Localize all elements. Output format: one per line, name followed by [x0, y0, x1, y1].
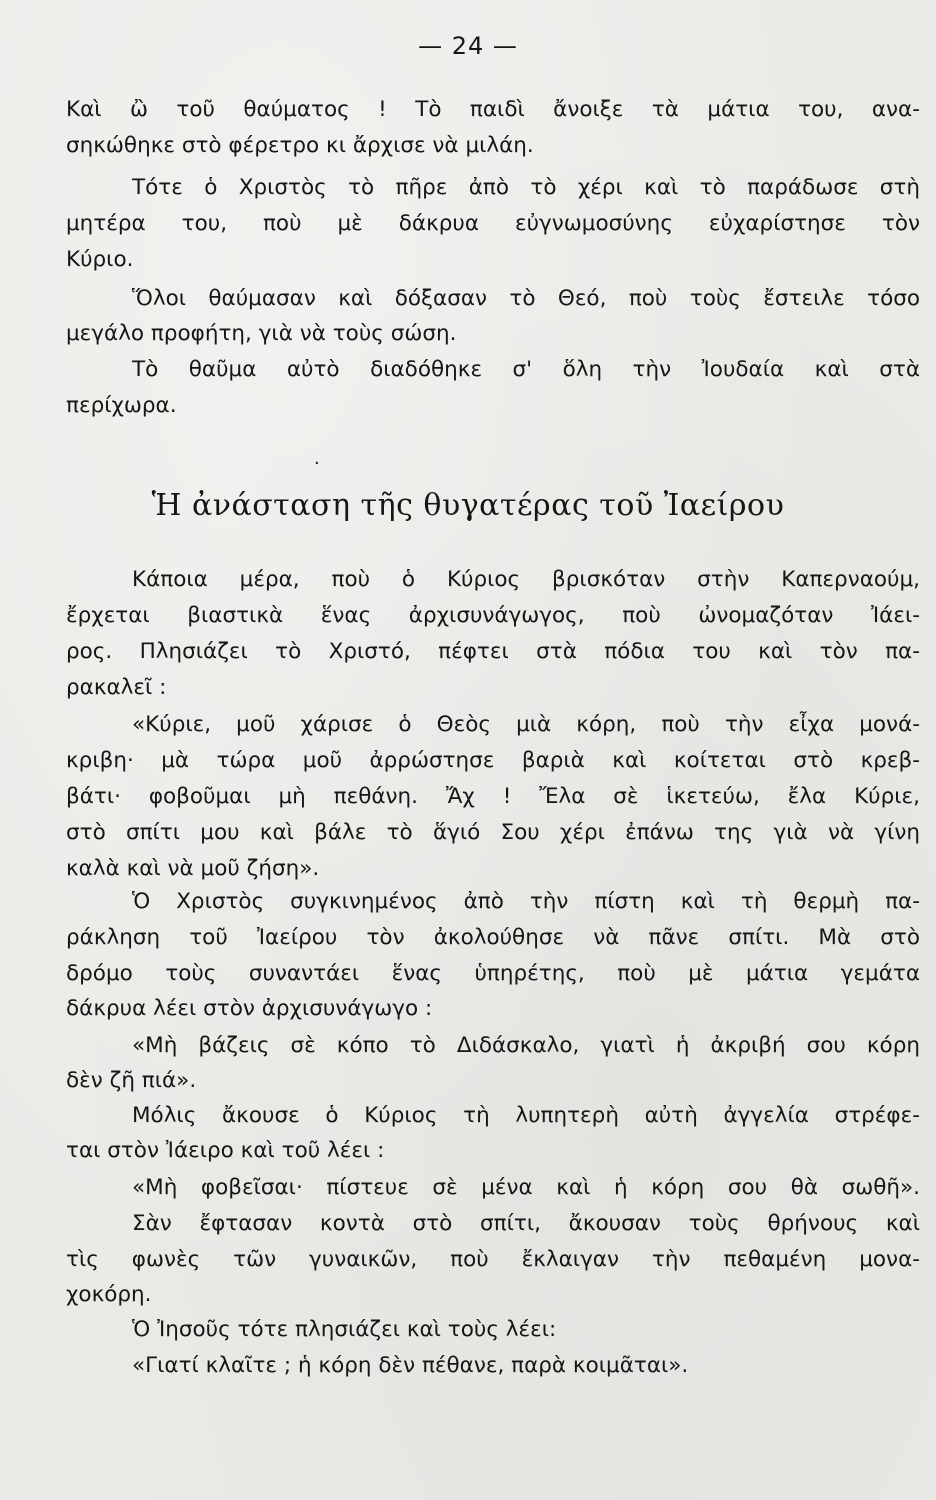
text-line: «Κύριε, μοῦ χάρισε ὁ Θεὸς μιὰ κόρη, ποὺ τὴν εἶχα μονά- — [132, 712, 920, 737]
page-number: — 24 — — [418, 32, 518, 60]
text-line: κριβη· μὰ τώρα μοῦ ἀρρώστησε βαριὰ καὶ κοίτεται στὸ κρεβ- — [66, 748, 920, 773]
text-line: «Γιατί κλαῖτε ; ἡ κόρη δὲν πέθανε, παρὰ κοιμᾶται». — [132, 1353, 689, 1378]
section-heading: Ἡ ἀνάσταση τῆς θυγατέρας τοῦ Ἰαείρου — [151, 488, 785, 523]
text-line: Καὶ ὢ τοῦ θαύματος ! Τὸ παιδὶ ἄνοιξε τὰ μάτια του, ανα- — [66, 97, 920, 122]
text-line: «Μὴ βάζεις σὲ κόπο τὸ Διδάσκαλο, γιατὶ ἡ ἀκριβή σου κόρη — [132, 1033, 920, 1058]
text-line: βάτι· φοβοῦμαι μὴ πεθάνη. Ἄχ ! Ἔλα σὲ ἱκετεύω, ἔλα Κύριε, — [66, 784, 920, 809]
text-line: Ὅλοι θαύμασαν καὶ δόξασαν τὸ Θεό, ποὺ τοὺς ἔστειλε τόσο — [132, 286, 920, 311]
text-line: τὶς φωνὲς τῶν γυναικῶν, ποὺ ἔκλαιγαν τὴν πεθαμένη μονα- — [66, 1247, 920, 1272]
text-line: σηκώθηκε στὸ φέρετρο κι ἄρχισε νὰ μιλάη. — [66, 133, 534, 158]
text-line: ράκληση τοῦ Ἰαείρου τὸν ἀκολούθησε νὰ πᾶνε σπίτι. Μὰ στὸ — [66, 925, 920, 950]
text-line: Κύριο. — [66, 247, 134, 272]
text-line: Ὁ Χριστὸς συγκινημένος ἀπὸ τὴν πίστη καὶ τὴ θερμὴ πα- — [132, 889, 920, 914]
text-line: στὸ σπίτι μου καὶ βάλε τὸ ἅγιό Σου χέρι ἐπάνω της γιὰ νὰ γίνη — [66, 820, 920, 845]
text-line: μεγάλο προφήτη, γιὰ νὰ τοὺς σώση. — [66, 321, 457, 346]
text-line: Μόλις ἄκουσε ὁ Κύριος τὴ λυπητερὴ αὐτὴ ἀγγελία στρέφε- — [132, 1103, 920, 1128]
text-line: δὲν ζῆ πιά». — [66, 1068, 197, 1093]
text-line: καλὰ καὶ νὰ μοῦ ζήση». — [66, 856, 320, 881]
text-line: χοκόρη. — [66, 1282, 152, 1307]
text-line: ρος. Πλησιάζει τὸ Χριστό, πέφτει στὰ πόδια του καὶ τὸν πα- — [66, 639, 920, 664]
text-line: μητέρα του, ποὺ μὲ δάκρυα εὐγνωμοσύνης εὐχαρίστησε τὸν — [66, 211, 920, 236]
text-line: δρόμο τοὺς συναντάει ἕνας ὑπηρέτης, ποὺ μὲ μάτια γεμάτα — [66, 961, 920, 986]
text-line: Τὸ θαῦμα αὐτὸ διαδόθηκε σ' ὅλη τὴν Ἰουδαία καὶ στὰ — [132, 357, 920, 382]
text-line: δάκρυα λέει στὸν ἀρχισυνάγωγο : — [66, 996, 433, 1021]
text-line: Τότε ὁ Χριστὸς τὸ πῆρε ἀπὸ τὸ χέρι καὶ τὸ παράδωσε στὴ — [132, 175, 920, 200]
text-line: Σὰν ἔφτασαν κοντὰ στὸ σπίτι, ἄκουσαν τοὺς θρήνους καὶ — [132, 1211, 920, 1236]
text-line: περίχωρα. — [66, 393, 177, 418]
separator-dot: . — [314, 448, 320, 469]
text-line: «Μὴ φοβεῖσαι· πίστευε σὲ μένα καὶ ἡ κόρη σου θὰ σωθῆ». — [132, 1175, 920, 1200]
text-line: ρακαλεῖ : — [66, 675, 167, 700]
text-line: Κάποια μέρα, ποὺ ὁ Κύριος βρισκόταν στὴν Καπερναούμ, — [132, 567, 920, 592]
text-line: ἔρχεται βιαστικὰ ἕνας ἀρχισυνάγωγος, ποὺ ὠνομαζόταν Ἰάει- — [66, 603, 920, 628]
text-line: Ὁ Ἰησοῦς τότε πλησιάζει καὶ τοὺς λέει: — [132, 1317, 557, 1342]
text-line: ται στὸν Ἰάειρο καὶ τοῦ λέει : — [66, 1138, 385, 1163]
